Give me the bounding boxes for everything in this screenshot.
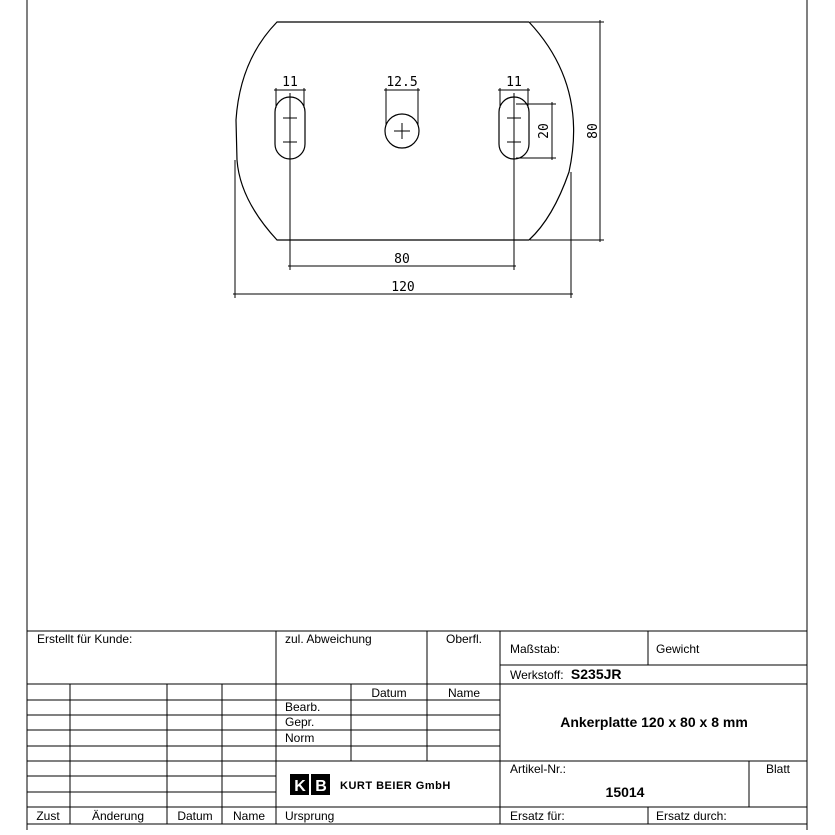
dimension-plate-width — [233, 160, 573, 298]
dimension-label: 12.5 — [386, 75, 418, 90]
row-label-checked: Gepr. — [285, 715, 315, 729]
dimension-label: 20 — [537, 123, 552, 139]
row-label-edited: Bearb. — [285, 700, 321, 714]
material-value: S235JR — [570, 666, 622, 682]
part-drawing — [233, 20, 604, 298]
dimension-label: 11 — [506, 75, 522, 90]
article-number: 15014 — [605, 784, 645, 800]
weight-label: Gewicht — [656, 642, 700, 656]
material-label-text: Werkstoff: — [510, 668, 564, 682]
date-column-header: Datum — [371, 686, 407, 700]
name-column-header: Name — [447, 686, 481, 700]
customer-label: Erstellt für Kunde: — [37, 632, 133, 646]
row-label-norm: Norm — [285, 731, 315, 745]
dimension-label: 80 — [586, 123, 601, 139]
sheet-label: Blatt — [766, 762, 791, 776]
company-logo — [290, 774, 330, 795]
logo-letters: B — [315, 778, 327, 795]
dimension-hole-spacing — [288, 163, 516, 270]
revision-name-header: Name — [232, 809, 266, 823]
revision-change-header: Änderung — [91, 809, 145, 823]
replaced-by-label: Ersatz durch: — [656, 809, 727, 823]
dimension-slot-length — [516, 102, 556, 160]
dimension-label: 120 — [391, 280, 415, 295]
part-title: Ankerplatte 120 x 80 x 8 mm — [560, 714, 748, 730]
revision-date-header: Datum — [177, 809, 213, 823]
revision-status-header: Zust — [36, 809, 60, 823]
dimension-label: 80 — [394, 252, 410, 267]
surface-label: Oberfl. — [446, 632, 483, 646]
title-block — [27, 631, 807, 824]
logo-letters: K — [294, 778, 306, 795]
material-label — [510, 666, 622, 682]
replacement-for-label: Ersatz für: — [510, 809, 565, 823]
dimension-hole-diameter — [384, 73, 420, 125]
sheet-border — [27, 0, 807, 830]
company-name: KURT BEIER GmbH — [340, 780, 451, 792]
origin-label: Ursprung — [285, 809, 335, 823]
center-hole — [385, 114, 419, 148]
left-slot — [275, 93, 305, 163]
scale-label: Maßstab: — [510, 642, 561, 656]
tolerance-label: zul. Abweichung — [285, 632, 372, 646]
dimension-label: 11 — [282, 75, 298, 90]
article-label: Artikel-Nr.: — [510, 762, 567, 776]
